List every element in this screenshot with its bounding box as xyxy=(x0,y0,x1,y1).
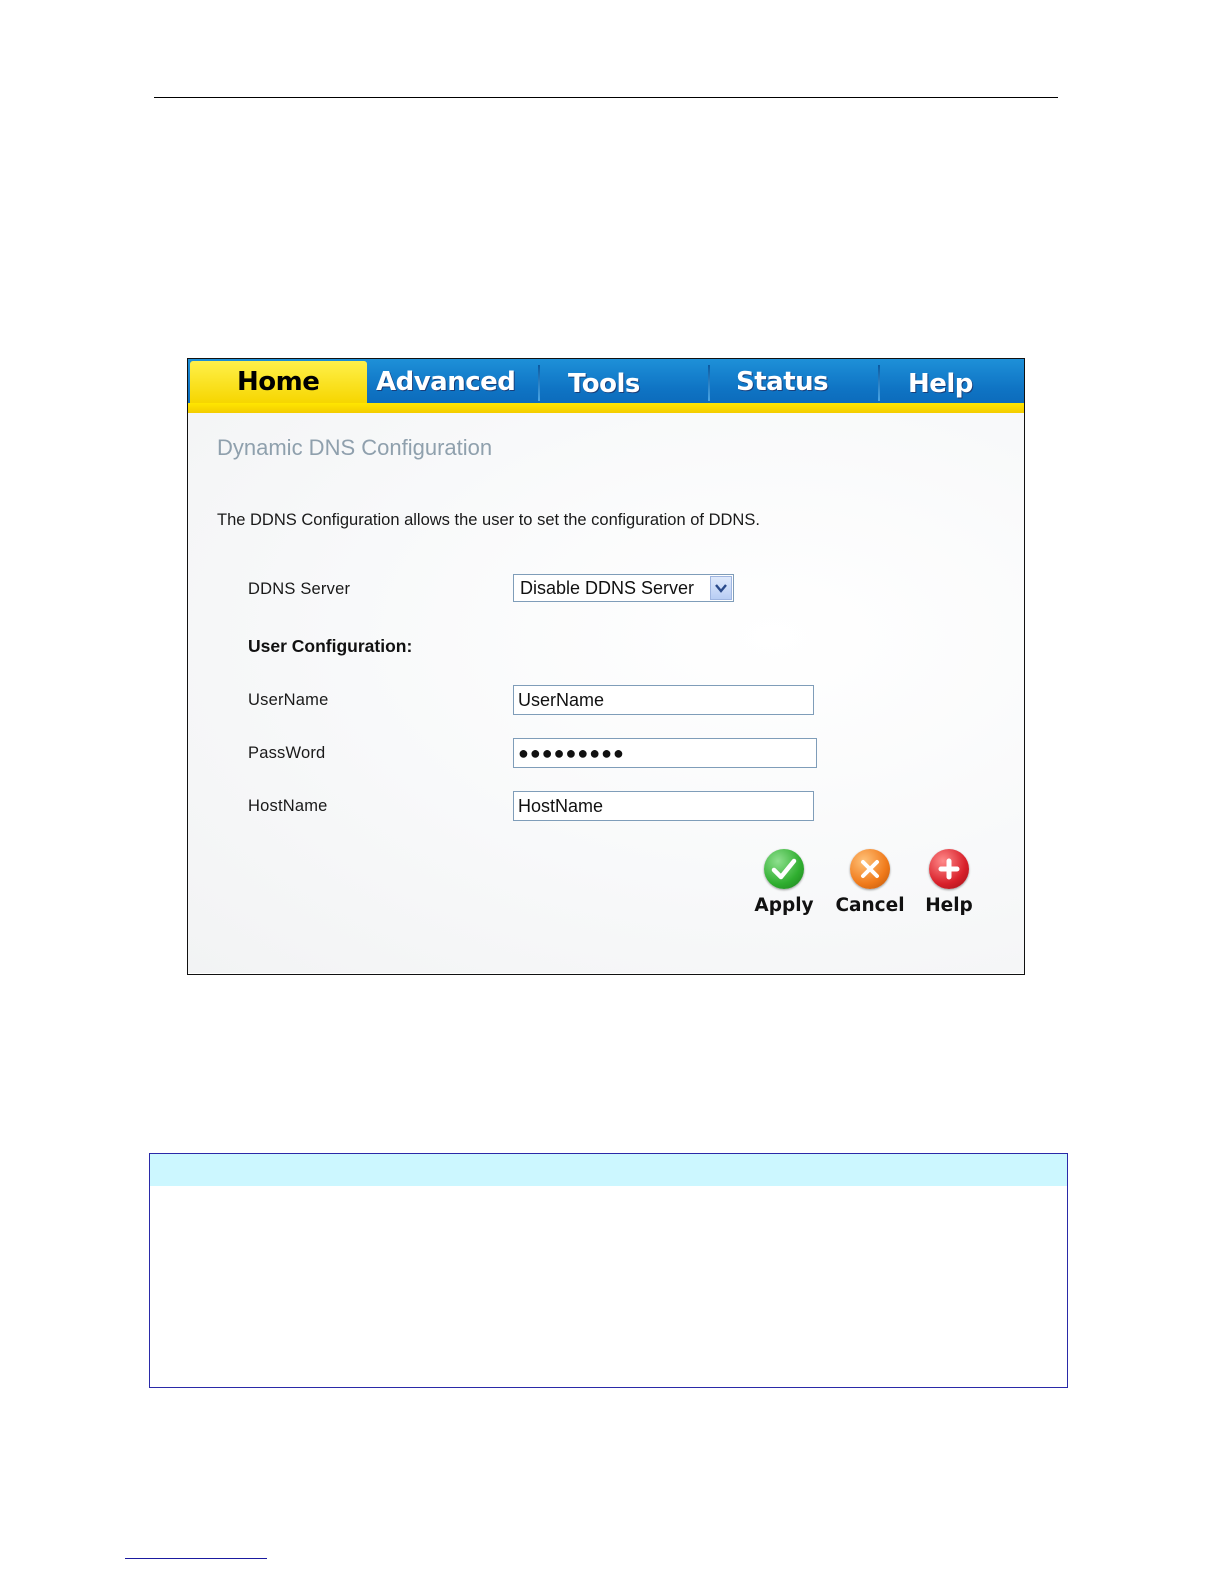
top-rule xyxy=(154,97,1058,98)
chevron-down-icon[interactable] xyxy=(710,576,732,600)
cancel-button[interactable] xyxy=(834,849,906,916)
tab-status[interactable]: Status xyxy=(736,367,829,397)
username-input[interactable] xyxy=(513,685,814,715)
apply-label: Apply xyxy=(754,895,814,916)
note-box-header xyxy=(150,1154,1067,1186)
page-description: The DDNS Configuration allows the user to set the configuration of DDNS. xyxy=(217,511,760,529)
plus-icon xyxy=(929,849,969,889)
tab-separator xyxy=(708,365,710,401)
password-label: PassWord xyxy=(248,744,326,762)
ddns-server-select[interactable] xyxy=(513,574,734,602)
tab-separator xyxy=(878,365,880,401)
ddns-server-value: Disable DDNS Server xyxy=(520,578,695,598)
content-panel xyxy=(188,413,1024,973)
tab-home[interactable]: Home xyxy=(190,361,367,403)
tab-separator xyxy=(538,365,540,401)
note-box xyxy=(149,1153,1068,1388)
user-config-heading: User Configuration: xyxy=(248,636,413,656)
password-input[interactable] xyxy=(513,738,817,768)
tab-bar xyxy=(188,359,1024,413)
ddns-server-label: DDNS Server xyxy=(248,580,351,598)
x-icon xyxy=(850,849,890,889)
help-button[interactable] xyxy=(922,849,976,916)
apply-button[interactable] xyxy=(754,849,814,916)
check-icon xyxy=(764,849,804,889)
cancel-label: Cancel xyxy=(835,895,905,916)
tab-advanced[interactable]: Advanced xyxy=(376,367,516,397)
bottom-rule xyxy=(125,1558,267,1559)
tab-tools[interactable]: Tools xyxy=(568,369,640,399)
page-title: Dynamic DNS Configuration xyxy=(217,435,493,460)
username-label: UserName xyxy=(248,691,329,709)
tab-help[interactable]: Help xyxy=(908,369,973,399)
help-label: Help xyxy=(925,895,973,916)
hostname-label: HostName xyxy=(248,797,328,815)
hostname-input[interactable] xyxy=(513,791,814,821)
router-config-screenshot xyxy=(187,358,1025,975)
